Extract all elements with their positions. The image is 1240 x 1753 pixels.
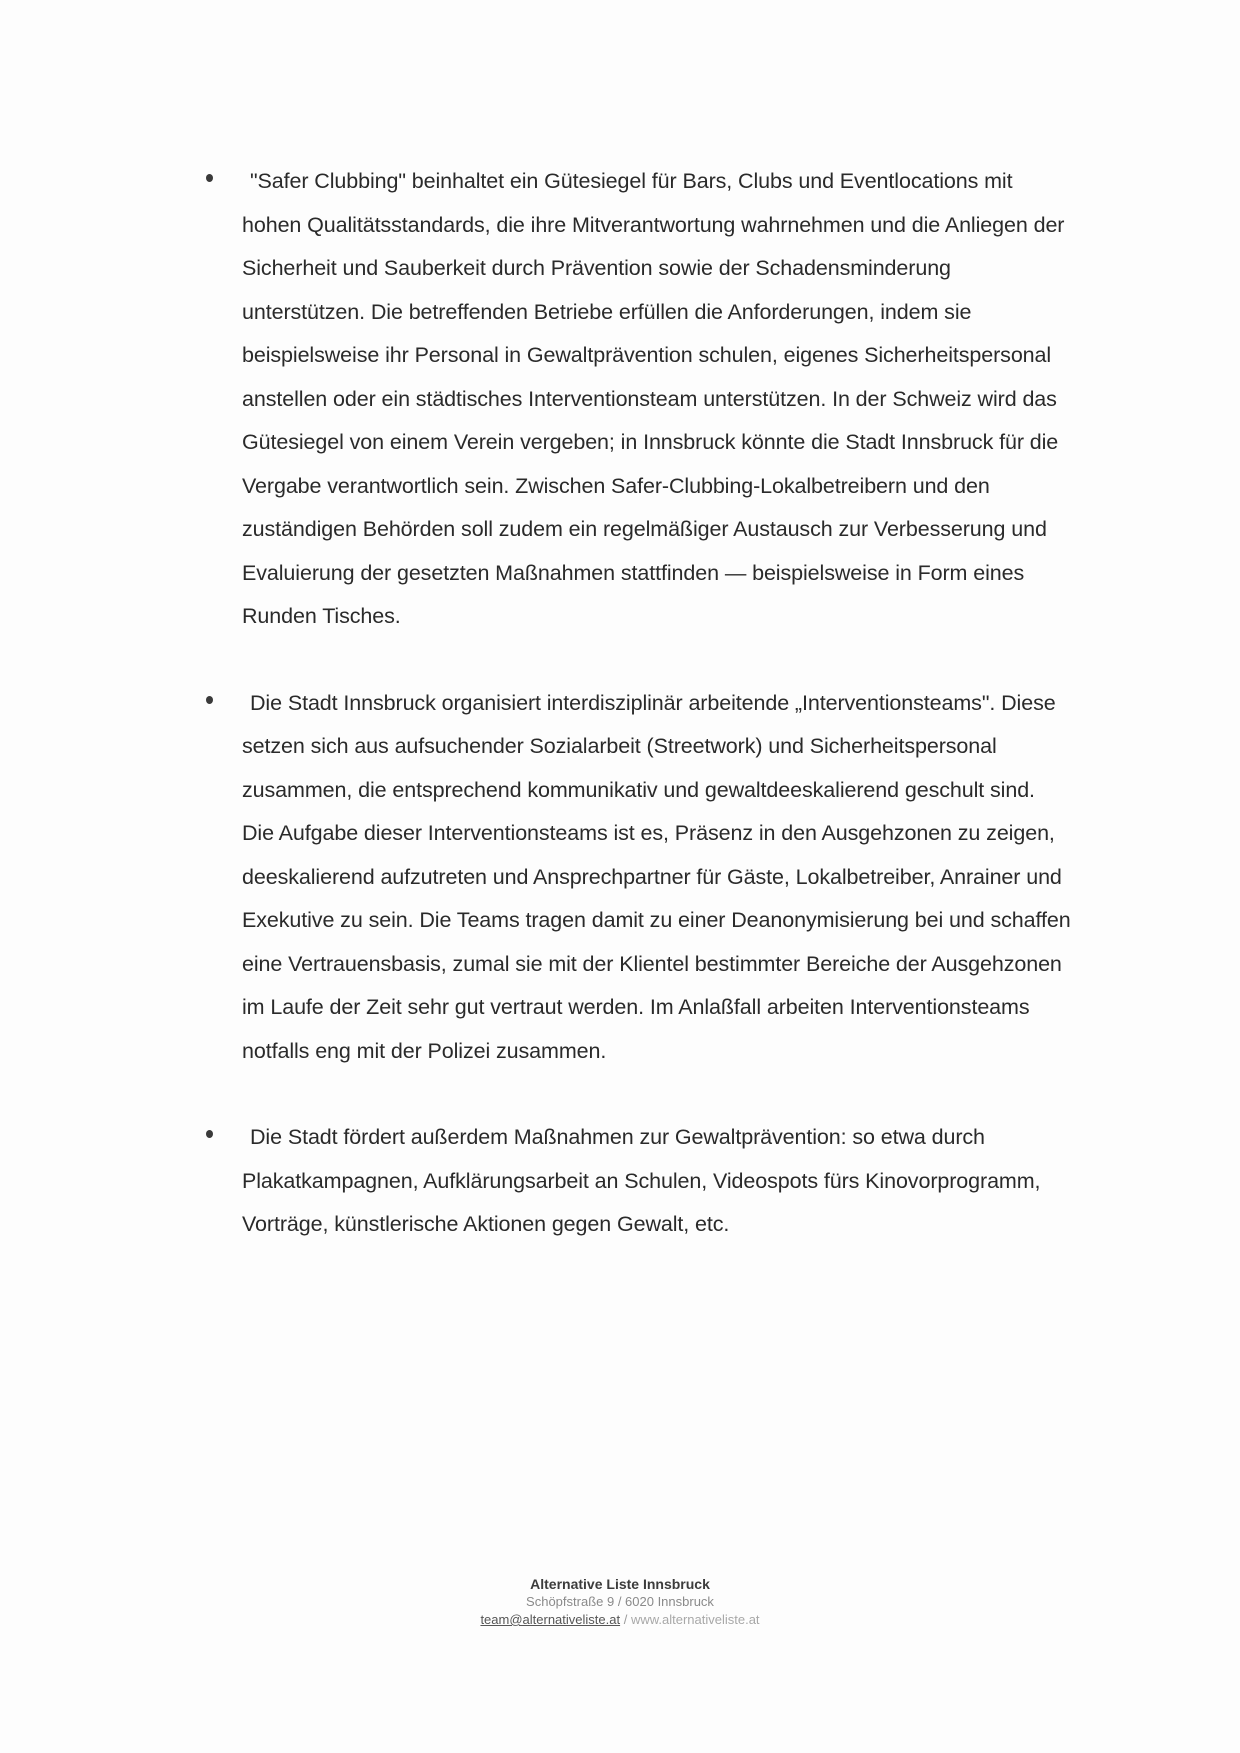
bullet-dot-icon <box>206 174 213 182</box>
footer-organization: Alternative Liste Innsbruck <box>530 1576 710 1592</box>
bullet-text: Die Stadt Innsbruck organisiert interdisziplinär arbeitende „Interventionsteams". Diese setzen sich aus aufsuchender Sozialarbeit (Streetwork) und Sicherheitspersonal zusammen, die entsprechend kommunikativ und gewaltdeeskalierend geschult sind. Die Aufgabe dieser Interventionsteams ist es, Präsenz in den Ausgehzonen zu zeigen, deeskalierend aufzutreten und Ansprechpartner für Gäste, Lokalbetreiber, Anrainer und Exekutive zu sein. Die Teams tragen damit zu einer Deanonymisierung bei und schaffen eine Vertrauensbasis, zumal sie mit der Klientel bestimmter Bereiche der Ausgehzonen im Laufe der Zeit sehr gut vertraut werden. Im Anlaßfall arbeiten Interventionsteams notfalls eng mit der Polizei zusammen. <box>242 690 1071 1063</box>
bullet-item-interventionsteams <box>0 682 1072 1074</box>
page-footer <box>0 1575 1240 1629</box>
bullet-text: Die Stadt fördert außerdem Maßnahmen zur Gewaltprävention: so etwa durch Plakatkampagnen, Aufklärungsarbeit an Schulen, Videospots fürs Kinovorprogramm, Vorträge, künstlerische Aktionen gegen Gewalt, etc. <box>242 1125 1041 1236</box>
footer-website-link[interactable]: www.alternativeliste.at <box>630 1612 760 1627</box>
bullet-text: "Safer Clubbing" beinhaltet ein Gütesiegel für Bars, Clubs und Eventlocations mit hohen Qualitätsstandards, die ihre Mitverantwortung wahrnehmen und die Anliegen der Sicherheit und Sauberkeit durch Prävention sowie der Schadensminderung unterstützen. Die betreffenden Betriebe erfüllen die Anforderungen, indem sie beispielsweise ihr Personal in Gewaltprävention schulen, eigenes Sicherheitspersonal anstellen oder ein städtisches Interventionsteam unterstützen. In der Schweiz wird das Gütesiegel von einem Verein vergeben; in Innsbruck könnte die Stadt Innsbruck für die Vergabe verantwortlich sein. Zwischen Safer-Clubbing-Lokalbetreibern und den zuständigen Behörden soll zudem ein regelmäßiger Austausch zur Verbesserung und Evaluierung der gesetzten Maßnahmen stattfinden — beispielsweise in Form eines Runden Tisches. <box>242 169 1065 628</box>
bullet-dot-icon <box>206 1130 213 1138</box>
bullet-dot-icon <box>206 696 213 704</box>
footer-address: Schöpfstraße 9 / 6020 Innsbruck <box>526 1594 714 1609</box>
footer-separator: / <box>620 1612 631 1627</box>
bullet-item-gewaltpraevention <box>0 1116 1072 1247</box>
footer-contact-line <box>0 1611 1240 1629</box>
bullet-item-safer-clubbing <box>0 160 1072 639</box>
measures-bullet-list <box>0 160 1240 1290</box>
footer-email-link[interactable]: team@alternativeliste.at <box>480 1612 621 1627</box>
scan-artifact-mark <box>1152 66 1172 80</box>
